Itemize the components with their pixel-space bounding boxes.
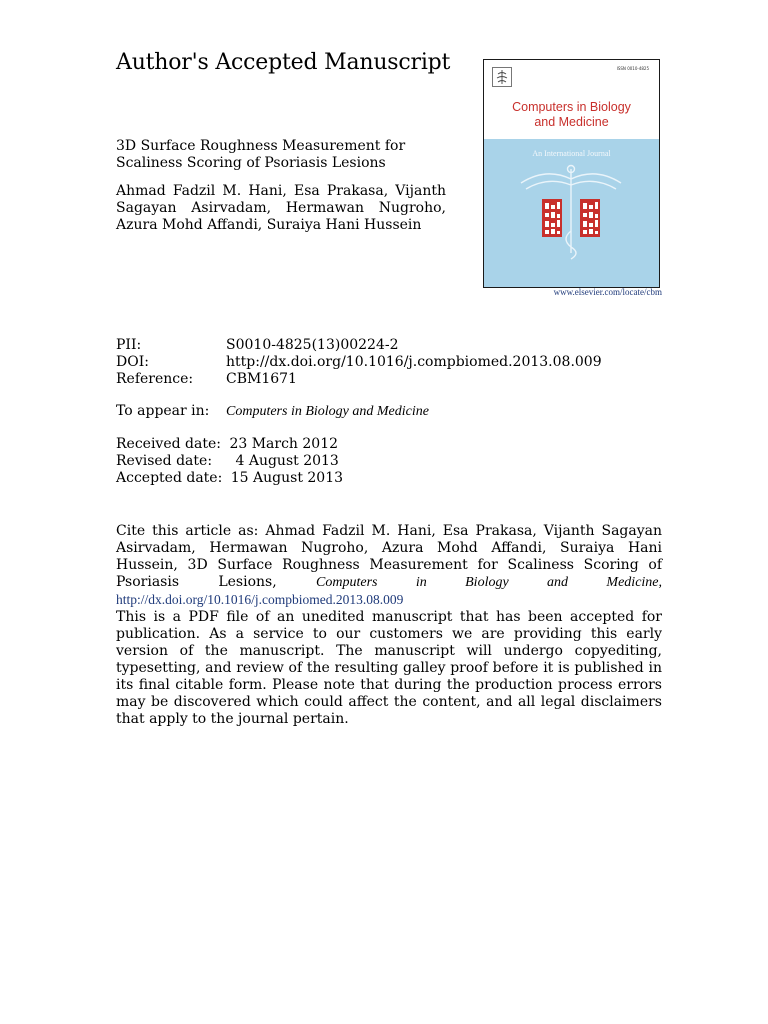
- manuscript-notice: This is a PDF file of an unedited manuscript that has been accepted for publication. As a service to our customers we are providing this early version of the manuscript. The manuscript will undergo copyediting, typesetting, and review of the resulting galley proof before it is published in its final citable form. Please note that during the production process errors may be discovered which could affect the content, and all legal disclaimers that apply to the journal pertain.: [116, 609, 662, 727]
- dates-block: [116, 436, 343, 487]
- manuscript-heading: Author's Accepted Manuscript: [116, 50, 451, 75]
- pii-label: PII:: [116, 337, 142, 353]
- cover-journal-name-line2: and Medicine: [534, 115, 609, 129]
- article-title: 3D Surface Roughness Measurement for Scaliness Scoring of Psoriasis Lesions: [116, 138, 406, 171]
- caduceus-chart-icon: [516, 161, 626, 261]
- received-date-label: Received date:: [116, 436, 221, 452]
- revised-date-value: 4 August 2013: [235, 453, 339, 469]
- accepted-date-value: 15 August 2013: [230, 470, 344, 486]
- journal-cover: [483, 59, 660, 288]
- pii-value: S0010-4825(13)00224-2: [226, 337, 399, 353]
- author-list: Ahmad Fadzil M. Hani, Esa Prakasa, Vijanth Sagayan Asirvadam, Hermawan Nugroho, Azura Mohd Affandi, Suraiya Hani Hussein: [116, 183, 446, 233]
- doi-row: [116, 354, 602, 371]
- received-date-value: 23 March 2012: [229, 436, 339, 452]
- citation-journal: Computers in Biology and Medicine,: [316, 575, 663, 590]
- accepted-date-row: [116, 470, 343, 487]
- cover-blue-band: [484, 139, 659, 287]
- doi-label: DOI:: [116, 354, 149, 370]
- citation-text: Cite this article as: Ahmad Fadzil M. Hani, Esa Prakasa, Vijanth Sagayan Asirvadam, Hermawan Nugroho, Azura Mohd Affandi, Suraiya Hani Hussein, 3D Surface Roughness Measurement for Scaliness Scoring of Psoriasis Lesions,: [116, 523, 662, 590]
- citation-doi-link[interactable]: http://dx.doi.org/10.1016/j.compbiomed.2013.08.009: [116, 592, 404, 607]
- accepted-date-label: Accepted date:: [116, 470, 223, 486]
- cover-subtitle: An International Journal: [532, 149, 611, 158]
- reference-value: CBM1671: [226, 371, 297, 387]
- pii-row: [116, 337, 399, 354]
- revised-date-row: [116, 453, 343, 470]
- doi-value[interactable]: http://dx.doi.org/10.1016/j.compbiomed.2013.08.009: [226, 354, 602, 370]
- reference-label: Reference:: [116, 371, 194, 387]
- cover-journal-name-line1: Computers in Biology: [512, 100, 631, 114]
- appear-in-journal: Computers in Biology and Medicine: [226, 404, 429, 419]
- revised-date-label: Revised date:: [116, 453, 213, 469]
- appear-in-label: To appear in:: [116, 403, 210, 419]
- elsevier-logo-icon: [492, 67, 512, 87]
- cover-issn: ISSN 0010-4825: [616, 66, 649, 71]
- reference-row: [116, 371, 297, 388]
- appear-in-row: [116, 403, 429, 420]
- cover-journal-name: [484, 100, 659, 130]
- citation-block: [116, 523, 662, 609]
- received-date-row: [116, 436, 343, 453]
- journal-site-link[interactable]: www.elsevier.com/locate/cbm: [553, 287, 662, 297]
